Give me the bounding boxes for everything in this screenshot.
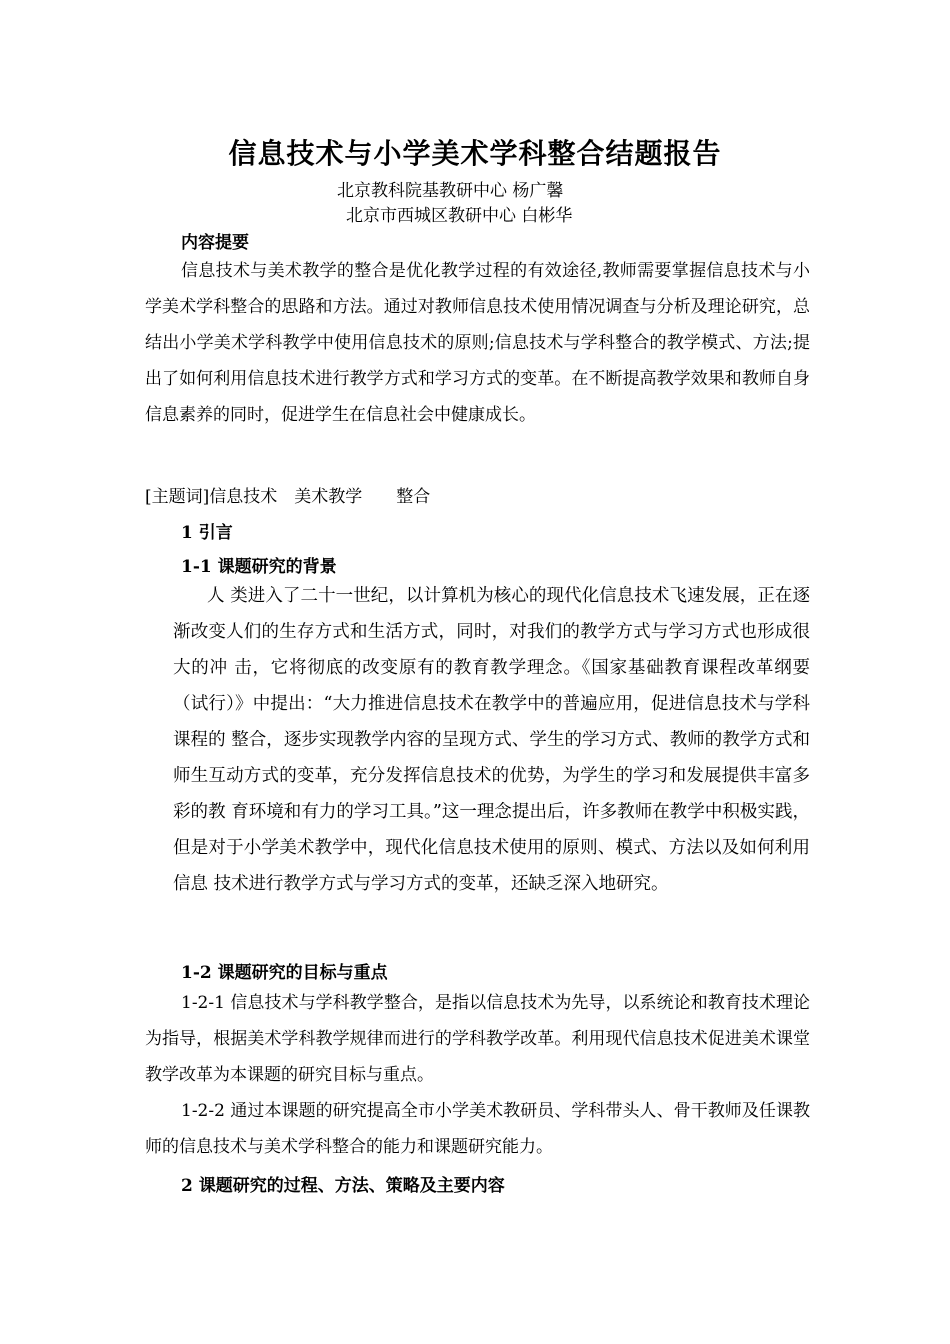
author-line-1: 北京教科院基教研中心 杨广馨: [337, 181, 564, 201]
document-title: 信息技术与小学美术学科整合结题报告: [228, 137, 722, 170]
section-1-2-2-paragraph: 1-2-2 通过本课题的研究提高全市小学美术教研员、学科带头人、骨干教师及任课教师的信息技术与美术学科整合的能力和课题研究能力。: [145, 1101, 810, 1157]
abstract-heading: 内容提要: [181, 233, 249, 253]
section-1-2-1-paragraph: 1-2-1 信息技术与学科教学整合，是指以信息技术为先导，以系统论和教育技术理论为指导，根据美术学科教学规律而进行的学科教学改革。利用现代信息技术促进美术课堂教学改革为本课题的研究目标与重点。: [145, 993, 810, 1085]
abstract-paragraph: 信息技术与美术教学的整合是优化教学过程的有效途径,教师需要掌握信息技术与小学美术学科整合的思路和方法。通过对教师信息技术使用情况调查与分析及理论研究，总结出小学美术学科教学中使用信息技术的原则;信息技术与学科整合的教学模式、方法;提出了如何利用信息技术进行教学方式和学习方式的变革。在不断提高教学效果和教师自身信息素养的同时，促进学生在信息社会中健康成长。: [145, 261, 810, 425]
section-1-1-paragraph: 人 类进入了二十一世纪，以计算机为核心的现代化信息技术飞速发展，正在逐渐改变人们的生存方式和生活方式，同时，对我们的教学方式与学习方式也形成很大的冲 击，它将彻底的改变原有的教育教学理念。《国家基础教育课程改革纲要（试行）》中提出：“大力推进信息技术在教学中的普遍应用，促进信息技术与学科课程的 整合，逐步实现教学内容的呈现方式、学生的学习方式、教师的教学方式和师生互动方式的变革，充分发挥信息技术的优势，为学生的学习和发展提供丰富多彩的教 育环境和有力的学习工具。”这一理念提出后，许多教师在教学中积极实践，但是对于小学美术教学中，现代化信息技术使用的原则、模式、方法以及如何利用信息 技术进行教学方式与学习方式的变革，还缺乏深入地研究。: [173, 586, 810, 894]
section-1-heading: 1 引言: [181, 523, 233, 543]
section-1-1-heading: 1-1 课题研究的背景: [181, 557, 337, 577]
section-2-heading: 2 课题研究的过程、方法、策略及主要内容: [181, 1176, 505, 1196]
keywords-line: [主题词]信息技术 美术教学 整合: [145, 487, 431, 507]
section-1-2-heading: 1-2 课题研究的目标与重点: [181, 963, 388, 983]
author-line-2: 北京市西城区教研中心 白彬华: [346, 206, 573, 226]
